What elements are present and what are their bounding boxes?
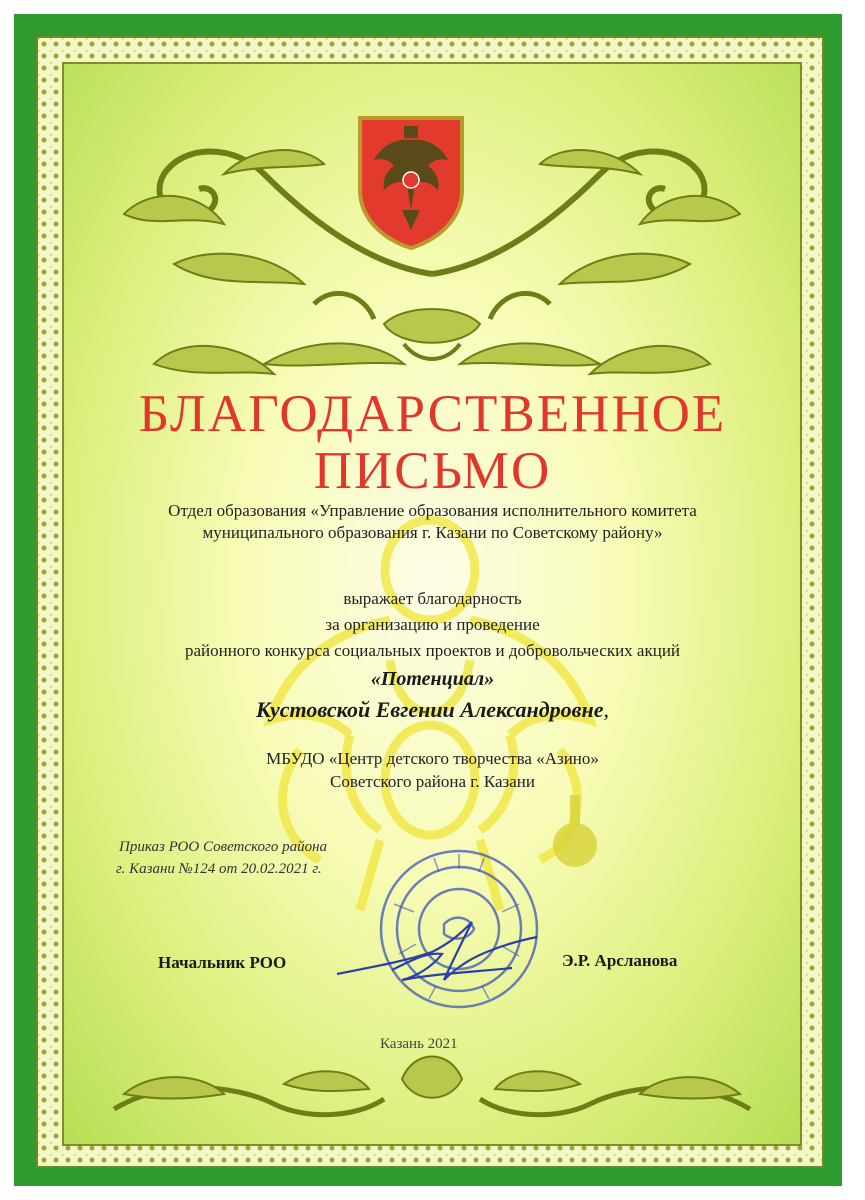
order-line-1: Приказ РОО Советского района (119, 839, 328, 855)
contest-name: «Потенциал» (370, 668, 495, 690)
bottom-floral-ornament (104, 1039, 760, 1139)
organization-line-2: муниципального образования г. Казани по Советскому району» (202, 523, 663, 542)
organization-line-1: Отдел образования «Управление образования исполнительного комитета (168, 501, 697, 520)
recipient-comma: , (603, 697, 609, 722)
russian-coat-of-arms-icon (352, 110, 470, 250)
recipient (0, 696, 865, 724)
head-name: Э.Р. Арсланова (562, 951, 678, 970)
thanks-line-3: районного конкурса социальных проектов и добровольческих акций (184, 641, 681, 660)
recipient-name: Кустовской Евгении Александровне (256, 697, 604, 722)
city-year: Казань 2021 (380, 1036, 458, 1052)
institution-line-1: МБУДО «Центр детского творчества «Азино» (266, 749, 599, 768)
title-line-2: ПИСЬМО (313, 442, 552, 500)
order-line-2: г. Казани №124 от 20.02.2021 г. (116, 861, 322, 877)
head-title: Начальник РОО (158, 953, 287, 972)
thanks-line-2: за организацию и проведение (325, 615, 540, 634)
title-line-1: БЛАГОДАРСТВЕННОЕ (138, 385, 727, 443)
handwritten-signature-icon (332, 912, 542, 992)
institution-line-2: Советского района г. Казани (330, 772, 535, 791)
thanks-line-1: выражает благодарность (343, 589, 522, 608)
